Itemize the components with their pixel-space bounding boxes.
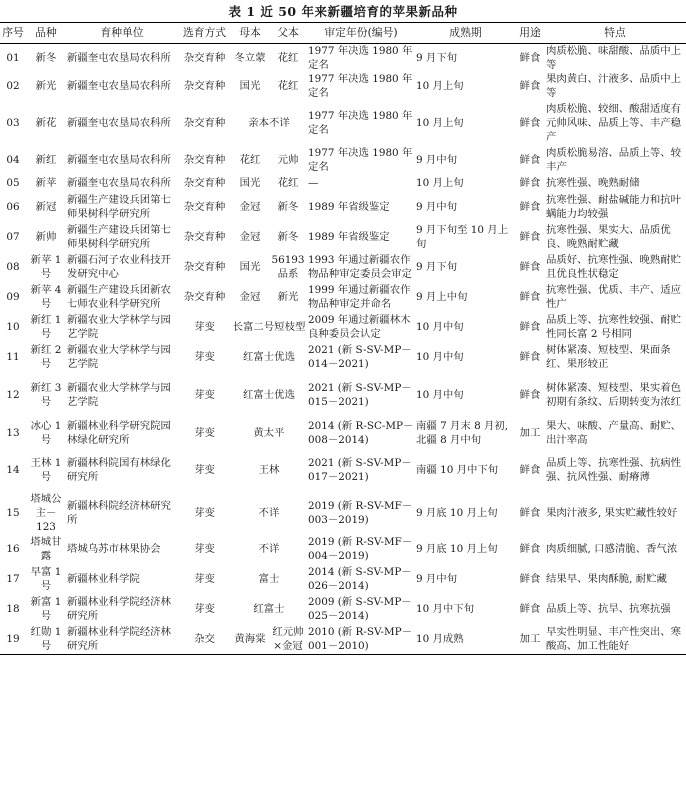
apple-varieties-table [0, 22, 686, 655]
cell-mother: 金冠 [239, 231, 261, 243]
cell-no: 09 [6, 291, 20, 303]
cell-father: 56193 品系 [271, 254, 305, 280]
table-row [0, 624, 686, 654]
cell-ripening: 9 月底 10 月上旬 [416, 543, 498, 555]
cell-cert: 1989 年省级鉴定 [308, 201, 390, 213]
cell-method: 杂交育种 [183, 177, 226, 189]
cell-traits: 抗寒性强、耐盐碱能力和抗叶螨能力均较强 [546, 194, 682, 220]
header-row [0, 23, 686, 44]
table-row [0, 342, 686, 372]
cell-unit: 新疆林科院国有林绿化研究所 [67, 457, 171, 483]
cell-traits: 品质上等、抗寒性强、抗病性强、抗风性强、耐瘠薄 [546, 457, 682, 483]
cell-use: 鲜食 [519, 573, 541, 585]
cell-variety: 新帅 [35, 231, 57, 243]
cell-ripening: 10 月中下旬 [416, 603, 475, 615]
cell-variety: 冰心 1 号 [30, 420, 62, 446]
table-row [0, 492, 686, 534]
cell-variety: 红勋 1 号 [26, 624, 66, 654]
cell-method: 杂交 [178, 624, 231, 654]
cell-traits: 树体紧凑、短枝型、果面条红、果形较正 [546, 344, 671, 370]
cell-cert: 1977 年决选 1980 年定名 [308, 110, 413, 136]
cell-ripening: 10 月上旬 [416, 80, 464, 92]
cell-ripening: 南疆 10 月中下旬 [416, 464, 499, 476]
cell-ripening: 9 月中旬 [416, 154, 458, 166]
cell-cert: 2021 (新 S-SV-MP－017－2021) [308, 457, 412, 483]
cell-cert: 1993 年通过新疆农作物品种审定委员会审定 [308, 254, 412, 280]
cell-no: 01 [6, 52, 20, 64]
cell-cert: 2019 (新 R-SV-MF－004－2019) [308, 536, 413, 562]
cell-method: 杂交育种 [183, 291, 226, 303]
cell-use: 鲜食 [519, 201, 541, 213]
cell-cert: 1977 年决选 1980 年定名 [308, 45, 413, 71]
cell-variety: 新冬 [35, 52, 57, 64]
header-unit: 育种单位 [66, 23, 178, 44]
cell-traits: 结果早、果肉酥脆, 耐贮藏 [546, 573, 667, 585]
header-mother: 母本 [231, 23, 269, 44]
cell-unit: 新疆农业大学林学与园艺学院 [67, 382, 171, 408]
cell-parents: 不详 [258, 543, 280, 555]
cell-method: 杂交育种 [183, 80, 226, 92]
cell-ripening: 9 月下旬 [416, 52, 458, 64]
cell-no: 13 [6, 427, 20, 439]
cell-variety: 塔城公主－123 [30, 493, 62, 533]
cell-ripening: 10 月上旬 [416, 177, 464, 189]
cell-use: 加工 [516, 624, 544, 654]
cell-father: 新冬 [277, 201, 299, 213]
cell-traits: 肉质松脆易溶、品质上等、较丰产 [546, 147, 682, 173]
cell-variety: 新富 1 号 [30, 596, 62, 622]
table-row [0, 72, 686, 100]
cell-use: 鲜食 [519, 80, 541, 92]
cell-use: 鲜食 [519, 154, 541, 166]
cell-method: 杂交育种 [183, 261, 226, 273]
cell-use: 鲜食 [519, 291, 541, 303]
cell-mother: 金冠 [239, 201, 261, 213]
cell-unit: 新疆林科院经济林研究所 [67, 500, 171, 526]
cell-variety: 新红 2 号 [30, 344, 62, 370]
cell-variety: 新苹 [35, 177, 57, 189]
cell-unit: 新疆生产建设兵团第七师果树科学研究所 [67, 224, 171, 250]
cell-variety: 新光 [35, 80, 57, 92]
cell-no: 11 [6, 351, 20, 363]
table-row [0, 222, 686, 252]
cell-traits: 果肉黄白、汁液多、品质中上等 [546, 73, 682, 99]
cell-father: 花红 [277, 177, 299, 189]
cell-ripening: 10 月中旬 [416, 321, 464, 333]
cell-use: 鲜食 [519, 507, 541, 519]
cell-no: 17 [6, 573, 20, 585]
cell-use: 加工 [519, 427, 541, 439]
table-row [0, 174, 686, 192]
table-row [0, 252, 686, 282]
cell-use: 鲜食 [519, 261, 541, 273]
cell-unit: 新疆奎屯农垦局农科所 [67, 117, 171, 129]
cell-method: 芽变 [194, 543, 215, 555]
cell-variety: 新苹 4 号 [30, 284, 62, 310]
cell-parents: 王林 [258, 464, 280, 476]
cell-cert: 2021 (新 S-SV-MP－015－2021) [308, 382, 412, 408]
cell-variety: 新花 [35, 117, 57, 129]
cell-use: 鲜食 [519, 231, 541, 243]
cell-method: 杂交育种 [183, 117, 226, 129]
cell-no: 19 [0, 624, 26, 654]
cell-unit: 塔城乌苏市林果协会 [67, 543, 161, 555]
table-row [0, 312, 686, 342]
cell-traits: 肉质细腻, 口感清脆、香气浓 [546, 543, 678, 555]
cell-traits: 早实性明显、丰产性突出、寒酸高、加工性能好 [544, 624, 686, 654]
cell-cert: 1977 年决选 1980 年定名 [308, 73, 413, 99]
table-row [0, 100, 686, 146]
cell-unit: 新疆林业科学院 [67, 573, 140, 585]
cell-unit: 新疆林业科学研究院园林绿化研究所 [67, 420, 171, 446]
cell-no: 04 [6, 154, 20, 166]
cell-father: 花红 [277, 52, 299, 64]
cell-mother: 国光 [239, 261, 261, 273]
cell-variety: 新红 [35, 154, 57, 166]
cell-no: 07 [6, 231, 20, 243]
cell-method: 杂交育种 [183, 52, 226, 64]
cell-use: 鲜食 [519, 464, 541, 476]
table-row [0, 418, 686, 448]
cell-no: 16 [6, 543, 20, 555]
table-row [0, 282, 686, 312]
cell-cert: 2010 (新 R-SV-MP－001－2010) [307, 624, 415, 654]
cell-mother: 国光 [239, 80, 261, 92]
header-method: 选育方式 [178, 23, 231, 44]
cell-ripening: 9 月下旬 [416, 261, 458, 273]
cell-use: 鲜食 [519, 351, 541, 363]
cell-unit: 新疆石河子农业科技开发研究中心 [67, 254, 171, 280]
cell-cert: 1989 年省级鉴定 [308, 231, 390, 243]
cell-mother: 冬立蒙 [234, 52, 266, 64]
cell-ripening: 9 月中旬 [416, 573, 458, 585]
header-variety: 品种 [26, 23, 66, 44]
cell-parents: 亲本不详 [248, 117, 290, 129]
cell-ripening: 10 月中旬 [416, 389, 464, 401]
cell-method: 芽变 [194, 603, 215, 615]
cell-traits: 果肉汁液多, 果实贮藏性较好 [546, 507, 678, 519]
table-row [0, 44, 686, 73]
cell-traits: 品质上等、抗旱、抗寒抗强 [546, 603, 671, 615]
cell-unit: 新疆奎屯农垦局农科所 [67, 52, 171, 64]
cell-method: 杂交育种 [183, 201, 226, 213]
table-caption: 表 1 近 50 年来新疆培育的苹果新品种 [228, 4, 458, 19]
cell-cert: 2019 (新 R-SV-MF－003－2019) [308, 500, 413, 526]
cell-use: 鲜食 [519, 603, 541, 615]
cell-unit: 新疆奎屯农垦局农科所 [67, 80, 171, 92]
cell-variety: 王林 1 号 [30, 457, 62, 483]
cell-unit: 新疆农业大学林学与园艺学院 [67, 344, 171, 370]
table-row [0, 192, 686, 222]
cell-unit: 新疆生产建设兵团新农七师农业科学研究所 [67, 284, 171, 310]
cell-no: 18 [6, 603, 20, 615]
cell-unit: 新疆林业科学院经济林研究所 [66, 624, 178, 654]
cell-no: 14 [6, 464, 20, 476]
cell-method: 芽变 [194, 464, 215, 476]
cell-no: 02 [6, 80, 20, 92]
cell-cert: 2009 (新 S-SV-MP－025－2014) [308, 596, 412, 622]
cell-use: 鲜食 [519, 389, 541, 401]
cell-cert: 1999 年通过新疆农作物品种审定并命名 [308, 284, 411, 310]
cell-unit: 新疆农业大学林学与园艺学院 [67, 314, 171, 340]
cell-traits: 抗寒性强、优质、丰产、适应性广 [546, 284, 682, 310]
header-cert: 审定年份(编号) [307, 23, 415, 44]
cell-parents: 红富士 [253, 603, 285, 615]
cell-method: 芽变 [194, 351, 215, 363]
cell-no: 06 [6, 201, 20, 213]
cell-ripening: 9 月下旬至 10 月上旬 [416, 224, 509, 250]
cell-parents: 长富二号短枝型 [232, 321, 306, 333]
cell-father: 新光 [277, 291, 299, 303]
cell-use: 鲜食 [519, 52, 541, 64]
cell-use: 鲜食 [519, 177, 541, 189]
cell-parents: 富士 [258, 573, 280, 585]
cell-variety: 早富 1 号 [30, 566, 62, 592]
cell-ripening: 9 月上中旬 [416, 291, 468, 303]
cell-variety: 新冠 [35, 201, 57, 213]
cell-method: 芽变 [194, 427, 215, 439]
cell-traits: 抗寒性强、果实大、品质优良、晚熟耐贮藏 [546, 224, 671, 250]
cell-method: 芽变 [194, 573, 215, 585]
header-father: 父本 [269, 23, 307, 44]
header-ripening: 成熟期 [415, 23, 516, 44]
cell-cert: 1977 年决选 1980 年定名 [308, 147, 413, 173]
cell-cert: 2009 年通过新疆林木良种委员会认定 [308, 314, 411, 340]
cell-parents: 不详 [258, 507, 280, 519]
cell-no: 05 [6, 177, 20, 189]
cell-unit: 新疆林业科学院经济林研究所 [67, 596, 171, 622]
cell-mother: 花红 [239, 154, 261, 166]
cell-traits: 肉质松脆、味甜酸、品质中上等 [546, 45, 682, 71]
cell-traits: 品质上等、抗寒性较强、耐贮性同长富 2 号相同 [546, 314, 682, 340]
cell-traits: 肉质松脆、较细、酸甜适度有元帅风味、品质上等、丰产稳产 [546, 103, 682, 143]
cell-parents: 红富士优选 [243, 389, 295, 401]
cell-unit: 新疆奎屯农垦局农科所 [67, 154, 171, 166]
cell-traits: 抗寒性强、晚熟耐储 [546, 177, 640, 189]
cell-variety: 塔城甘露 [30, 536, 62, 562]
table-row [0, 564, 686, 594]
cell-variety: 新苹 1 号 [30, 254, 62, 280]
cell-use: 鲜食 [519, 543, 541, 555]
cell-cert: — [308, 177, 319, 189]
cell-traits: 果大、味酸、产量高、耐贮、出汁率高 [546, 420, 682, 446]
cell-unit: 新疆奎屯农垦局农科所 [67, 177, 171, 189]
cell-father: 元帅 [277, 154, 299, 166]
cell-variety: 新红 1 号 [30, 314, 62, 340]
cell-cert: 2014 (新 R-SC-MP－008－2014) [308, 420, 414, 446]
cell-traits: 品质好、抗寒性强、晚熟耐贮且优良性状稳定 [546, 254, 682, 280]
cell-method: 杂交育种 [183, 231, 226, 243]
cell-ripening: 南疆 7 月末 8 月初, 北疆 8 月中旬 [416, 420, 509, 446]
cell-ripening: 10 月中旬 [416, 351, 464, 363]
cell-mother: 国光 [239, 177, 261, 189]
cell-mother: 黄海棠 [231, 624, 269, 654]
cell-no: 15 [6, 507, 20, 519]
cell-ripening: 9 月中旬 [416, 201, 458, 213]
cell-father: 红元帅 ×金冠 [269, 624, 307, 654]
cell-method: 芽变 [194, 507, 215, 519]
cell-no: 12 [6, 389, 20, 401]
cell-method: 芽变 [194, 321, 215, 333]
table-row [0, 146, 686, 174]
table-row [0, 594, 686, 624]
cell-no: 10 [6, 321, 20, 333]
header-use: 用途 [516, 23, 544, 44]
cell-mother: 金冠 [239, 291, 261, 303]
cell-father: 花红 [277, 80, 299, 92]
header-traits: 特点 [544, 23, 686, 44]
cell-use: 鲜食 [519, 321, 541, 333]
table-row [0, 534, 686, 564]
cell-father: 新冬 [277, 231, 299, 243]
cell-no: 08 [6, 261, 20, 273]
cell-ripening: 10 月上旬 [416, 117, 464, 129]
header-no: 序号 [0, 23, 26, 44]
table-body [0, 44, 686, 655]
table-row [0, 372, 686, 418]
cell-cert: 2014 (新 S-SV-MP－026－2014) [308, 566, 412, 592]
cell-traits: 树体紧凑、短枝型、果实着色初期有条纹、后期转变为浓红 [546, 382, 682, 408]
cell-ripening: 9 月底 10 月上旬 [416, 507, 498, 519]
cell-variety: 新红 3 号 [30, 382, 62, 408]
cell-use: 鲜食 [519, 117, 541, 129]
table-row [0, 448, 686, 492]
cell-no: 03 [6, 117, 20, 129]
cell-method: 杂交育种 [183, 154, 226, 166]
cell-ripening: 10 月成熟 [415, 624, 516, 654]
cell-parents: 黄太平 [253, 427, 285, 439]
cell-parents: 红富士优选 [243, 351, 295, 363]
cell-unit: 新疆生产建设兵团第七师果树科学研究所 [67, 194, 171, 220]
cell-method: 芽变 [194, 389, 215, 401]
cell-cert: 2021 (新 S-SV-MP－014－2021) [308, 344, 412, 370]
